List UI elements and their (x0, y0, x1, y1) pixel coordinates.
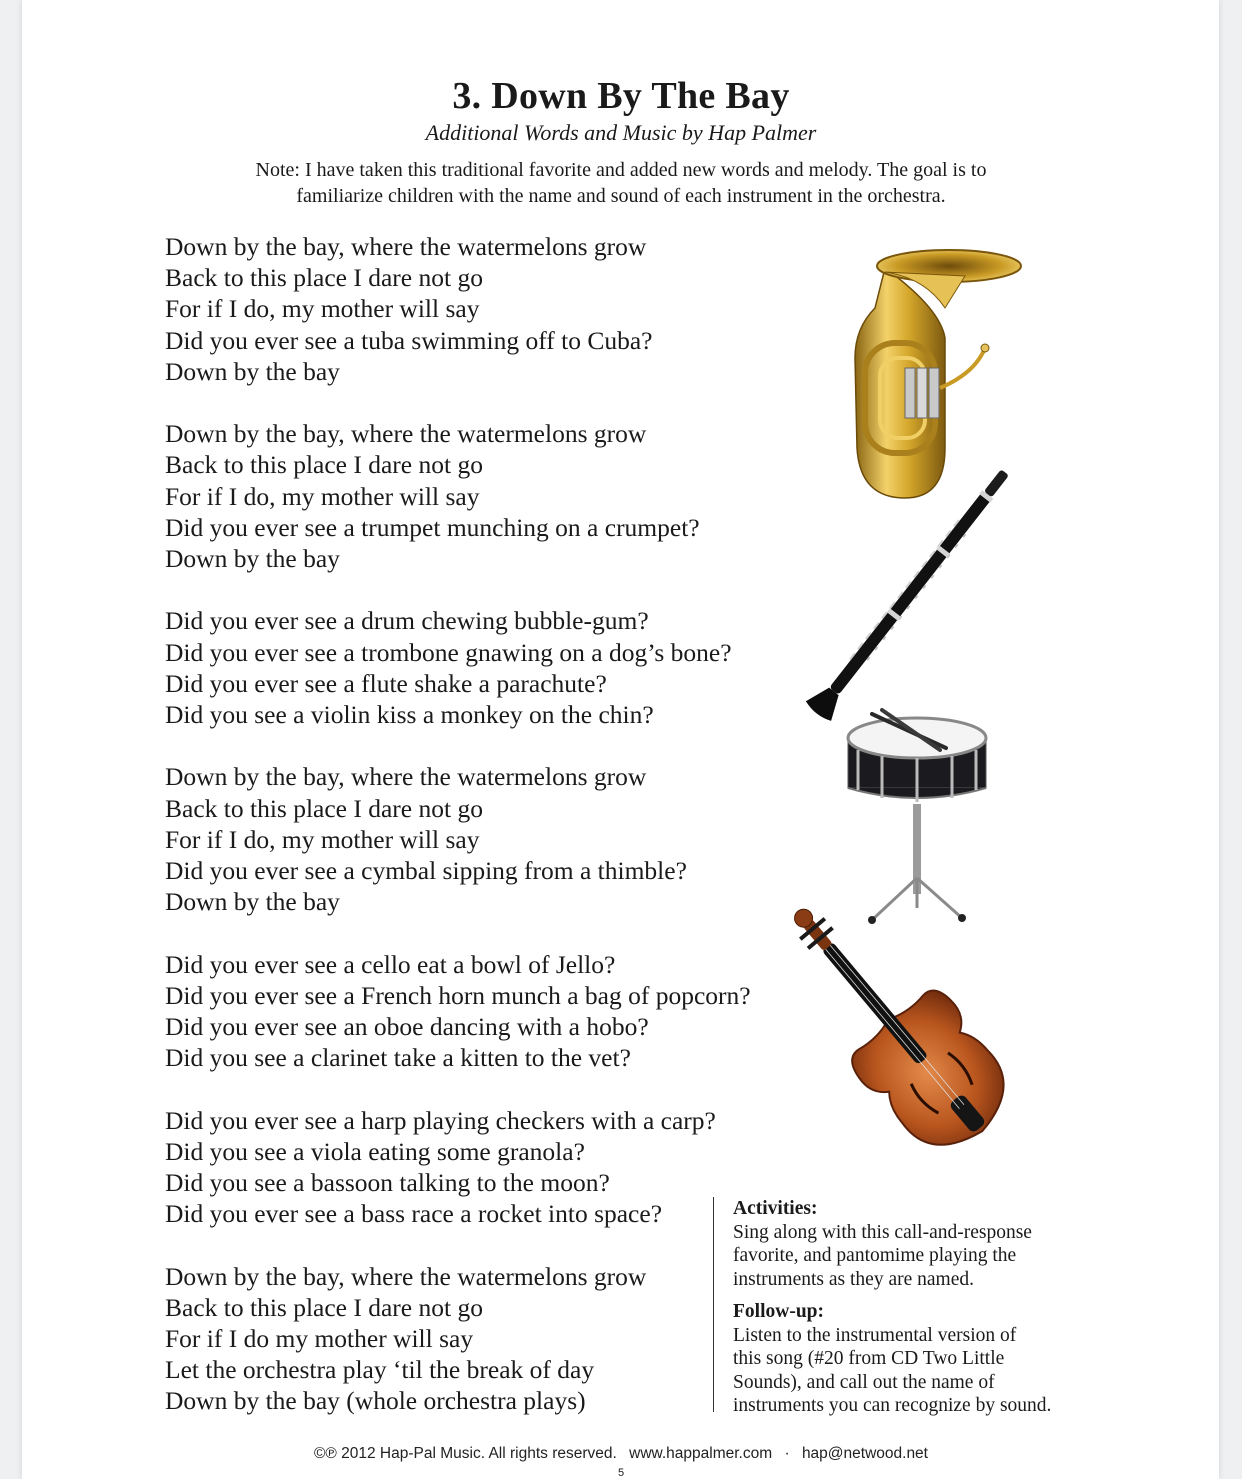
activities-sidebar (713, 1197, 1128, 1416)
followup-heading: Follow-up: (733, 1301, 825, 1322)
lyric-line: Did you see a clarinet take a kitten to the vet? (165, 1043, 631, 1073)
clarinet-image (818, 474, 1016, 696)
stanza (165, 231, 805, 387)
lyric-line: Did you see a bassoon talking to the moon? (165, 1168, 610, 1198)
activities-line: instruments as they are named. (733, 1268, 974, 1290)
drum-stand-foot (958, 914, 966, 922)
website-link[interactable]: www.happalmer.com (629, 1445, 773, 1462)
lyric-line: For if I do, my mother will say (165, 481, 480, 511)
page-number: 5 (617, 1467, 625, 1479)
lyric-line: Did you ever see a trombone gnawing on a dog’s bone? (165, 637, 732, 667)
clarinet-body (829, 491, 992, 695)
stanza (165, 605, 805, 730)
lyric-line: Did you ever see a bass race a rocket into space? (165, 1199, 663, 1229)
lyric-line: Down by the bay, where the watermelons grow (165, 762, 647, 792)
clarinet-mouthpiece (984, 469, 1009, 497)
lyric-line: Down by the bay, where the watermelons grow (165, 232, 647, 261)
lyric-line: For if I do my mother will say (165, 1324, 474, 1354)
clarinet-keys (867, 534, 966, 660)
tuba-mouthpiece (981, 344, 989, 352)
followup-line: this song (#20 from CD Two Little (733, 1348, 1005, 1369)
drum-stand-leg (917, 878, 962, 918)
lyric-line: Did you ever see a cello eat a bowl of Jello? (165, 949, 616, 979)
snare-drum-image (842, 708, 992, 926)
drum-stand-foot (868, 916, 876, 924)
lyric-line: Did you ever see a cymbal sipping from a thimble? (165, 856, 687, 886)
page-title: 3. Down By The Bay (452, 75, 790, 117)
tuba-valve (929, 368, 939, 418)
intro-note-line: Note: I have taken this traditional favorite and added new words and melody. The goal is to (255, 159, 987, 181)
lyric-line: Did you see a violin kiss a monkey on the chin? (165, 700, 654, 730)
tuba-valve (917, 368, 927, 418)
lyric-line: Did you ever see a harp playing checkers with a carp? (165, 1105, 716, 1135)
stanza (165, 418, 805, 574)
lyric-line: Back to this place I dare not go (165, 793, 483, 823)
followup-line: Listen to the instrumental version of (733, 1324, 1017, 1346)
violin-body (842, 981, 1028, 1170)
activities-line: Sing along with this call-and-response (733, 1221, 1032, 1243)
lyric-line: Let the orchestra play ‘til the break of day (165, 1355, 595, 1385)
lyric-line: Down by the bay (165, 544, 340, 574)
drum-stand-leg (872, 878, 917, 920)
activities-heading: Activities: (733, 1198, 818, 1219)
clarinet-keys (850, 518, 961, 660)
lyric-line: Back to this place I dare not go (165, 450, 483, 480)
lyric-line: Did you ever see a flute shake a parachute? (165, 668, 607, 698)
lyrics (165, 231, 805, 1448)
lyric-line: Back to this place I dare not go (165, 1292, 483, 1322)
tuba-valve (905, 368, 915, 418)
lyric-line: Down by the bay (165, 356, 340, 386)
email-link[interactable]: hap@netwood.net (801, 1445, 928, 1462)
activities-line: favorite, and pantomime playing the (733, 1245, 1017, 1266)
lyric-line: Down by the bay, where the watermelons grow (165, 1261, 647, 1291)
intro-note (200, 157, 1042, 209)
page-footer (0, 1445, 1242, 1463)
followup-line: Sounds), and call out the name of (733, 1371, 995, 1393)
stanza (165, 1105, 805, 1230)
lyric-line: Did you ever see a French horn munch a bag of popcorn? (165, 980, 751, 1010)
stanza (165, 1261, 805, 1417)
lyric-line: For if I do, my mother will say (165, 294, 480, 324)
stanza (165, 761, 805, 917)
stanza (165, 949, 805, 1074)
lyric-line: Did you ever see a trumpet munching on a crumpet? (165, 512, 700, 542)
violin-image (806, 926, 1022, 1170)
drum-head (848, 718, 986, 758)
lyric-line: Did you ever see a tuba swimming off to Cuba? (165, 325, 653, 355)
lyric-line: Did you ever see a drum chewing bubble-gum? (165, 606, 649, 636)
copyright-text: ©℗ 2012 Hap-Pal Music. All rights reserved. (313, 1445, 617, 1462)
lyric-line: Did you see a viola eating some granola? (165, 1136, 585, 1166)
tuba-mouthpipe (940, 348, 985, 388)
lyric-line: Down by the bay (whole orchestra plays) (165, 1386, 586, 1416)
intro-note-line: familiarize children with the name and sound of each instrument in the orchestra. (296, 185, 946, 207)
lyric-line: Down by the bay (165, 887, 340, 917)
lyric-line: For if I do, my mother will say (165, 824, 480, 854)
lyric-line: Down by the bay, where the watermelons grow (165, 419, 647, 449)
followup-line: instruments you can recognize by sound. (733, 1395, 1052, 1416)
tuba-image (845, 248, 1025, 504)
lyric-line: Did you ever see an oboe dancing with a hobo? (165, 1012, 649, 1042)
page-subtitle: Additional Words and Music by Hap Palmer (425, 120, 817, 145)
lyric-line: Back to this place I dare not go (165, 263, 483, 293)
footer-separator: · (784, 1445, 790, 1462)
